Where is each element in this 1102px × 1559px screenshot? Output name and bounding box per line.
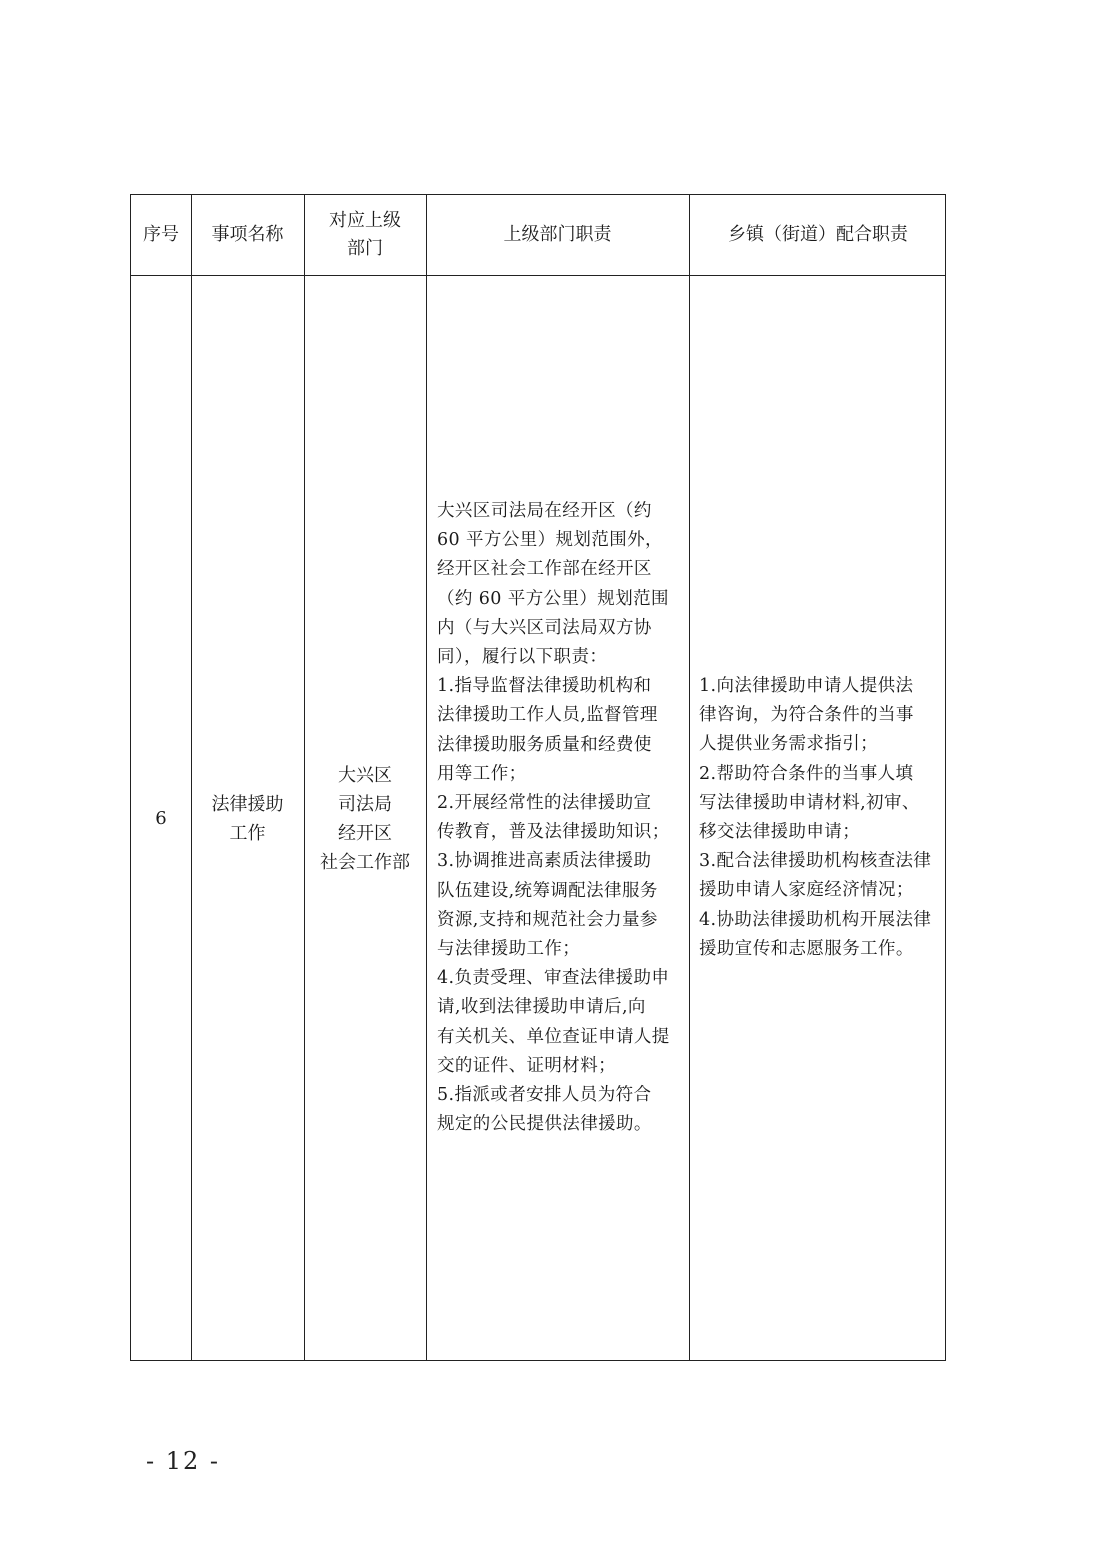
header-seq-label: 序号 bbox=[143, 224, 179, 245]
dept-line: 大兴区 bbox=[338, 764, 392, 786]
town-duty-line: 移交法律援助申请； bbox=[699, 822, 861, 843]
header-town-duty-label: 乡镇（街道）配合职责 bbox=[728, 224, 908, 245]
header-town-duty bbox=[689, 195, 947, 275]
cell-item-name bbox=[191, 275, 304, 1362]
upper-duty-line: （约 60 平方公里）规划范围 bbox=[437, 588, 669, 609]
header-upper-duty bbox=[426, 195, 689, 275]
header-dept bbox=[304, 195, 426, 275]
cell-upper-duty bbox=[437, 497, 687, 1139]
upper-duty-line: 内（与大兴区司法局双方协 bbox=[437, 617, 652, 638]
seq-number: 6 bbox=[155, 808, 167, 829]
header-item-name-label: 事项名称 bbox=[211, 224, 284, 245]
column-divider bbox=[426, 195, 427, 1360]
town-duty-line: 援助宣传和志愿服务工作。 bbox=[699, 938, 914, 959]
header-item-name bbox=[191, 195, 304, 275]
town-duty-line: 援助申请人家庭经济情况； bbox=[699, 880, 914, 901]
upper-duty-line: 大兴区司法局在经开区（约 bbox=[437, 501, 652, 521]
upper-duty-line: 5.指派或者安排人员为符合 bbox=[437, 1085, 652, 1106]
header-dept-label-line1: 对应上级 bbox=[329, 210, 401, 231]
town-duty-line: 3.配合法律援助机构核查法律 bbox=[699, 851, 932, 872]
upper-duty-line: 1.指导监督法律援助机构和 bbox=[437, 676, 652, 697]
column-divider bbox=[689, 195, 690, 1360]
upper-duty-line: 2.开展经常性的法律援助宣 bbox=[437, 793, 652, 814]
page-number: - 12 - bbox=[146, 1447, 221, 1475]
town-duty-line: 4.协助法律援助机构开展法律 bbox=[699, 909, 932, 930]
upper-duty-line: 同），履行以下职责： bbox=[437, 647, 608, 668]
cell-seq bbox=[131, 275, 191, 1362]
cell-town-duty bbox=[699, 672, 945, 964]
header-dept-label-line2: 部门 bbox=[347, 238, 383, 259]
town-duty-line: 人提供业务需求指引； bbox=[699, 734, 878, 755]
upper-duty-line: 有关机关、单位查证申请人提 bbox=[437, 1026, 670, 1047]
upper-duty-line: 经开区社会工作部在经开区 bbox=[437, 559, 652, 580]
upper-duty-line: 法律援助工作人员,监督管理 bbox=[437, 705, 658, 726]
upper-duty-line: 用等工作； bbox=[437, 763, 527, 784]
upper-duty-line: 队伍建设,统筹调配法律服务 bbox=[437, 880, 658, 901]
town-duty-line: 写法律援助申请材料,初审、 bbox=[699, 792, 920, 813]
upper-duty-line: 与法律援助工作； bbox=[437, 939, 581, 960]
duty-table bbox=[130, 194, 946, 1361]
dept-line: 经开区 bbox=[338, 822, 392, 844]
town-duty-line: 2.帮助符合条件的当事人填 bbox=[699, 763, 914, 784]
header-upper-duty-label: 上级部门职责 bbox=[503, 224, 612, 245]
cell-dept bbox=[304, 275, 426, 1362]
item-name-line: 工作 bbox=[229, 822, 266, 844]
upper-duty-line: 3.协调推进高素质法律援助 bbox=[437, 851, 652, 872]
town-duty-line: 1.向法律援助申请人提供法 bbox=[699, 676, 914, 696]
upper-duty-line: 交的证件、证明材料； bbox=[437, 1055, 616, 1076]
upper-duty-line: 法律援助服务质量和经费使 bbox=[437, 734, 652, 755]
upper-duty-line: 4.负责受理、审查法律援助申 bbox=[437, 968, 670, 989]
upper-duty-line: 资源,支持和规范社会力量参 bbox=[437, 909, 658, 930]
upper-duty-line: 规定的公民提供法律援助。 bbox=[437, 1114, 652, 1135]
town-duty-line: 律咨询，为符合条件的当事 bbox=[699, 705, 914, 726]
header-seq bbox=[131, 195, 191, 275]
upper-duty-line: 传教育，普及法律援助知识； bbox=[437, 822, 670, 843]
item-name-line: 法律援助 bbox=[211, 793, 284, 815]
dept-line: 司法局 bbox=[338, 793, 392, 815]
upper-duty-line: 请,收到法律援助申请后,向 bbox=[437, 997, 646, 1018]
upper-duty-line: 60 平方公里）规划范围外， bbox=[437, 530, 663, 551]
dept-line: 社会工作部 bbox=[320, 851, 410, 873]
